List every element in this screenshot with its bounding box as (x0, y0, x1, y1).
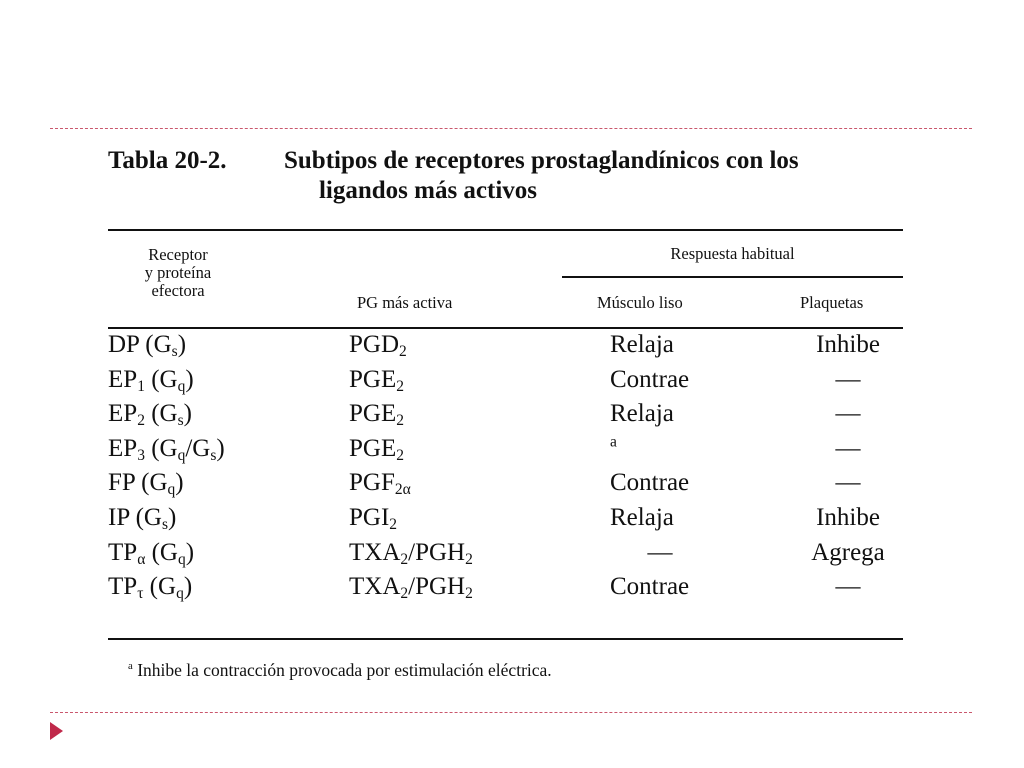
effector-base: G (149, 469, 168, 497)
cell-receptor (108, 466, 184, 500)
cell-pg (349, 397, 404, 431)
cell-platelets: Inhibe (816, 331, 880, 358)
receptor-base: EP (108, 400, 138, 428)
cell-receptor (108, 397, 192, 431)
cell-smooth-muscle: Relaja (610, 331, 674, 358)
header-platelets: Plaquetas (800, 293, 864, 312)
pg-sub: 2 (389, 515, 398, 533)
pg-sub: 2 (400, 585, 409, 603)
header-smooth-muscle: Músculo liso (597, 293, 683, 312)
effector-sub: s (171, 342, 178, 360)
pg-base: TXA (349, 573, 401, 601)
cell-platelets: — (835, 434, 861, 462)
cell-smooth-muscle: Relaja (610, 400, 674, 428)
cell-platelets: Agrega (811, 538, 885, 566)
cell-receptor (108, 328, 186, 362)
footnote-text: Inhibe la contracción provocada por estimulación eléctrica. (137, 660, 552, 680)
paren-close: ) (183, 573, 193, 601)
receptor-base: IP (108, 504, 130, 531)
cell-pg (349, 363, 404, 397)
slide-bullet-icon (50, 722, 63, 740)
header-bottom-rule (108, 327, 903, 329)
slash: / (185, 434, 193, 462)
paren-close: ) (168, 504, 177, 531)
bottom-dashed-divider (50, 712, 972, 713)
paren-close: ) (185, 538, 195, 566)
receptor-base: TP (108, 538, 138, 566)
effector-sub: s (161, 515, 168, 533)
slash: / (408, 573, 416, 601)
header-receptor-line1: Receptor (148, 245, 208, 264)
effector-base: G (158, 573, 177, 601)
effector-base: G (159, 400, 178, 428)
pg-sub: 2 (396, 377, 404, 395)
paren-close: ) (216, 434, 225, 462)
effector-base: G (159, 434, 178, 462)
paren-close: ) (175, 469, 184, 497)
footnote (128, 660, 552, 681)
pg-sub: 2 (396, 446, 404, 464)
paren-open: ( (144, 400, 160, 428)
cell-smooth-muscle: Contrae (610, 469, 690, 497)
cell-smooth-muscle: — (647, 538, 673, 566)
header-receptor (118, 246, 238, 300)
header-receptor-line3: efectora (151, 281, 205, 300)
paren-open: ( (144, 365, 160, 393)
table-bottom-rule (108, 638, 903, 640)
pg2-sub: 2 (465, 585, 473, 603)
table-title-line1: Subtipos de receptores prostaglandínicos con los (284, 147, 799, 174)
effector-base: G (143, 504, 162, 531)
cell-pg (349, 432, 404, 466)
pg2-base: PGH (415, 538, 466, 566)
cell-smooth-muscle: Relaja (610, 504, 674, 531)
effector-sub: q (167, 481, 176, 499)
pg-base: PGE (349, 434, 397, 462)
group-header-rule (562, 276, 903, 278)
paren-close: ) (177, 331, 187, 358)
cell-pg (349, 536, 473, 570)
table-top-rule (108, 229, 903, 231)
receptor-base: DP (108, 331, 140, 358)
receptor-sub: 1 (137, 377, 145, 395)
receptor-base: TP (108, 573, 138, 601)
receptor-base: FP (108, 469, 135, 497)
pg-base: PGE (349, 400, 397, 428)
paren-open: ( (129, 504, 144, 531)
pg-base: PGD (349, 331, 400, 358)
effector-base: G (159, 365, 178, 393)
cell-smooth-muscle: Contrae (610, 573, 690, 601)
effector2-sub: s (210, 446, 217, 464)
slash: / (408, 538, 416, 566)
pg-sub: 2 (400, 550, 409, 568)
receptor-sub: 3 (137, 446, 145, 464)
pg-sub: 2 (396, 412, 404, 430)
cell-pg (349, 570, 473, 604)
pg-sub: 2α (394, 481, 411, 499)
cell-smooth-muscle (610, 432, 617, 466)
receptor-sub: 2 (137, 412, 145, 430)
pg-sub: 2 (399, 342, 407, 360)
paren-open: ( (144, 434, 160, 462)
top-dashed-divider (50, 128, 972, 129)
cell-receptor (108, 432, 225, 466)
cell-platelets: — (835, 469, 861, 497)
table-number: Tabla 20-2. (108, 147, 227, 174)
paren-close: ) (185, 365, 194, 393)
receptor-sub: τ (137, 585, 144, 603)
cell-platelets: — (835, 400, 861, 428)
effector-base: G (153, 331, 172, 358)
cell-platelets: — (835, 573, 861, 601)
cell-pg (349, 328, 407, 362)
cell-platelets: Inhibe (816, 504, 880, 531)
effector-sub: q (177, 377, 186, 395)
paren-open: ( (139, 331, 154, 358)
cell-receptor (108, 536, 194, 570)
cell-pg (349, 501, 397, 535)
pg2-base: PGH (415, 573, 466, 601)
effector-base: G (159, 538, 178, 566)
cell-receptor (108, 363, 194, 397)
paren-close: ) (183, 400, 192, 428)
header-pg: PG más activa (357, 293, 453, 312)
table-title-line2: ligandos más activos (318, 177, 538, 204)
cell-receptor (108, 501, 176, 535)
pg-base: TXA (349, 538, 401, 566)
footnote-mark: a (128, 660, 133, 673)
header-response-group: Respuesta habitual (670, 244, 795, 263)
cell-pg (349, 466, 411, 500)
cell-smooth-muscle: Contrae (610, 365, 690, 393)
pg2-sub: 2 (465, 550, 473, 568)
effector-sub: s (177, 412, 184, 430)
footnote-ref: a (610, 433, 617, 451)
paren-open: ( (143, 573, 158, 601)
paren-open: ( (134, 469, 150, 497)
pg-base: PGF (349, 469, 395, 497)
effector2-base: G (192, 434, 211, 462)
header-receptor-line2: y proteína (144, 263, 212, 282)
cell-receptor (108, 570, 192, 604)
receptor-base: EP (108, 365, 138, 393)
pg-base: PGI (349, 504, 390, 531)
paren-open: ( (145, 538, 160, 566)
effector-sub: q (176, 585, 184, 603)
pg-base: PGE (349, 365, 397, 393)
cell-platelets: — (835, 365, 861, 393)
effector-sub: q (177, 550, 186, 568)
effector-sub: q (177, 446, 186, 464)
receptor-base: EP (108, 434, 138, 462)
receptor-sub: α (137, 550, 146, 568)
